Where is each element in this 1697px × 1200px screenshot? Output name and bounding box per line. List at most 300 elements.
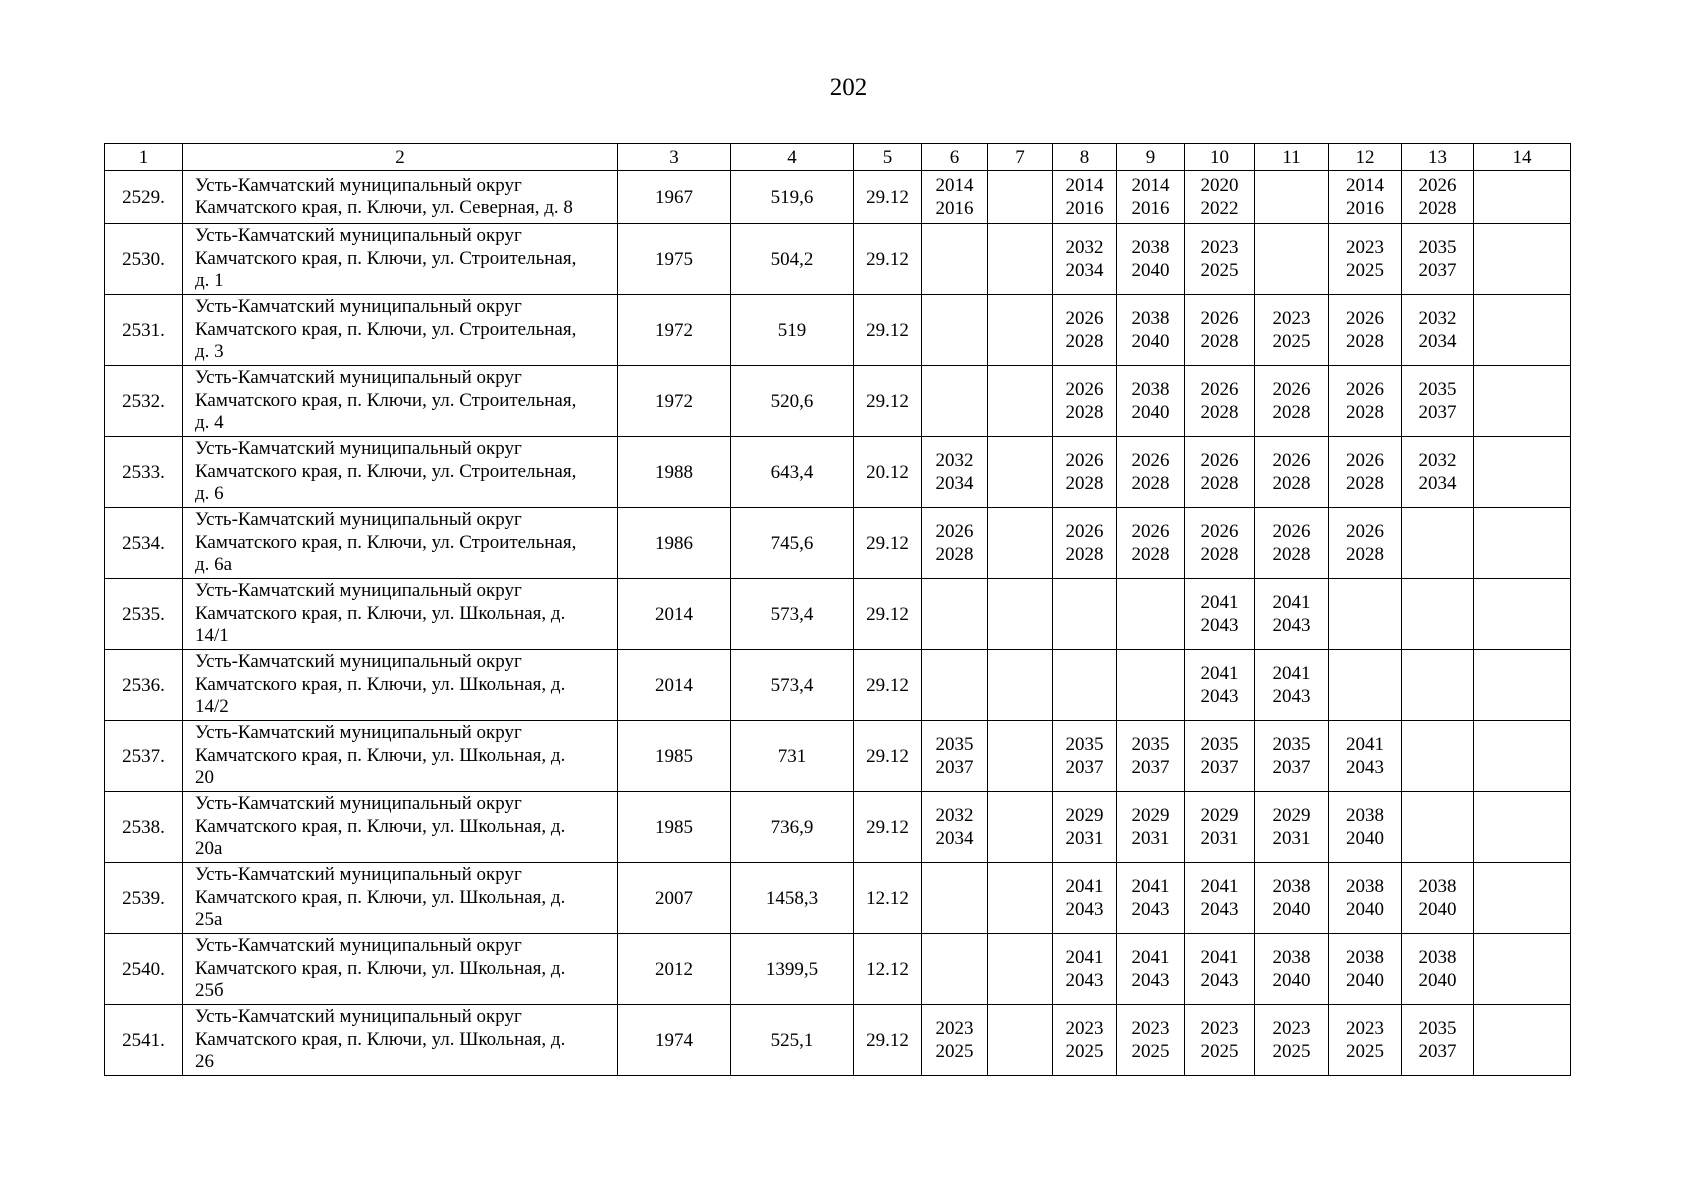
period-year: 2026 [1346, 308, 1384, 329]
period-year: 2025 [1346, 1041, 1384, 1062]
period-year: 2026 [1131, 450, 1170, 471]
column-header-10: 10 [1185, 144, 1255, 171]
period-cell-10 [1185, 1005, 1255, 1076]
period-cell-10 [1185, 579, 1255, 650]
period-cell-7 [988, 792, 1053, 863]
build-year-cell: 1975 [618, 224, 731, 295]
period-cell-12 [1329, 1005, 1402, 1076]
period-cell-9 [1117, 650, 1185, 721]
period-year: 2037 [1418, 1041, 1457, 1062]
period-cell-13 [1402, 579, 1474, 650]
period-year: 2026 [1346, 521, 1384, 542]
period-year: 2035 [1272, 734, 1311, 755]
period-year: 2037 [1131, 757, 1170, 778]
period-year: 2028 [1346, 331, 1384, 352]
column-14-cell [1474, 792, 1571, 863]
period-cell-7 [988, 1005, 1053, 1076]
address-line: Усть-Камчатский муниципальный округ [195, 864, 522, 886]
table-row [105, 579, 1571, 650]
period-cell-9 [1117, 792, 1185, 863]
period-cell-11 [1255, 171, 1329, 224]
period-cell-7 [988, 934, 1053, 1005]
period-cell-13 [1402, 224, 1474, 295]
period-cell-12 [1329, 508, 1402, 579]
period-cell-8 [1053, 171, 1117, 224]
period-year: 2043 [1131, 970, 1170, 991]
period-year: 2028 [1065, 331, 1104, 352]
housing-register-table [104, 143, 1571, 1076]
period-cell-8 [1053, 863, 1117, 934]
row-number-cell: 2535. [105, 579, 183, 650]
period-year: 2025 [1200, 260, 1239, 281]
column-header-9: 9 [1117, 144, 1185, 171]
period-year: 2041 [1065, 947, 1104, 968]
build-year-cell: 2012 [618, 934, 731, 1005]
period-year: 2043 [1131, 899, 1170, 920]
period-year: 2034 [1418, 473, 1457, 494]
period-year: 2043 [1346, 757, 1384, 778]
address-line: Камчатского края, п. Ключи, ул. Школьная, д. [195, 957, 566, 979]
period-year: 2043 [1272, 615, 1311, 636]
period-cell-12 [1329, 366, 1402, 437]
row-number-cell: 2530. [105, 224, 183, 295]
period-year: 2028 [1131, 544, 1170, 565]
wear-cell: 29.12 [854, 792, 922, 863]
period-year: 2034 [935, 828, 974, 849]
table-row [105, 934, 1571, 1005]
period-year: 2028 [1200, 473, 1239, 494]
address-line: Камчатского края, п. Ключи, ул. Строительная, [195, 460, 577, 482]
table-row [105, 224, 1571, 295]
period-cell-6 [922, 366, 988, 437]
column-14-cell [1474, 224, 1571, 295]
address-line: Усть-Камчатский муниципальный округ [195, 793, 522, 815]
column-header-13: 13 [1402, 144, 1474, 171]
period-year: 2040 [1346, 970, 1384, 991]
period-year: 2014 [935, 175, 974, 196]
build-year-cell: 1986 [618, 508, 731, 579]
period-cell-12 [1329, 171, 1402, 224]
address-line: Усть-Камчатский муниципальный округ [195, 580, 522, 602]
period-cell-13 [1402, 437, 1474, 508]
period-year: 2041 [1272, 663, 1311, 684]
period-year: 2035 [1200, 734, 1239, 755]
period-cell-6 [922, 224, 988, 295]
period-cell-10 [1185, 863, 1255, 934]
column-14-cell [1474, 1005, 1571, 1076]
area-cell: 519,6 [731, 171, 854, 224]
period-year: 2026 [1272, 521, 1311, 542]
row-number-cell: 2541. [105, 1005, 183, 1076]
row-number-cell: 2534. [105, 508, 183, 579]
column-14-cell [1474, 721, 1571, 792]
period-cell-13 [1402, 295, 1474, 366]
period-year: 2043 [1200, 615, 1239, 636]
period-year: 2041 [1272, 592, 1311, 613]
period-cell-10 [1185, 721, 1255, 792]
period-year: 2038 [1272, 947, 1311, 968]
period-year: 2038 [1131, 237, 1170, 258]
period-year: 2028 [935, 544, 974, 565]
table-row [105, 721, 1571, 792]
period-year: 2028 [1200, 544, 1239, 565]
period-cell-8 [1053, 934, 1117, 1005]
wear-cell: 29.12 [854, 508, 922, 579]
address-line: 20а [195, 838, 223, 860]
period-year: 2038 [1346, 947, 1384, 968]
period-year: 2031 [1065, 828, 1104, 849]
address-line: 25а [195, 909, 223, 931]
address-cell [183, 721, 618, 792]
period-year: 2026 [1200, 521, 1239, 542]
period-cell-11 [1255, 934, 1329, 1005]
wear-cell: 29.12 [854, 366, 922, 437]
period-cell-9 [1117, 437, 1185, 508]
address-line: 26 [195, 1051, 214, 1073]
address-cell [183, 437, 618, 508]
area-cell: 736,9 [731, 792, 854, 863]
area-cell: 520,6 [731, 366, 854, 437]
period-year: 2028 [1200, 402, 1239, 423]
address-cell [183, 792, 618, 863]
period-year: 2037 [935, 757, 974, 778]
period-year: 2014 [1131, 175, 1170, 196]
column-14-cell [1474, 366, 1571, 437]
period-year: 2023 [1272, 1018, 1311, 1039]
table-row [105, 437, 1571, 508]
period-cell-13 [1402, 721, 1474, 792]
column-header-6: 6 [922, 144, 988, 171]
address-line: Камчатского края, п. Ключи, ул. Школьная, д. [195, 1028, 566, 1050]
period-year: 2032 [1065, 237, 1104, 258]
address-cell [183, 1005, 618, 1076]
period-cell-7 [988, 295, 1053, 366]
period-cell-9 [1117, 224, 1185, 295]
period-year: 2026 [935, 521, 974, 542]
period-year: 2040 [1418, 899, 1457, 920]
period-cell-7 [988, 650, 1053, 721]
address-line: Камчатского края, п. Ключи, ул. Школьная, д. [195, 744, 566, 766]
period-year: 2026 [1065, 379, 1104, 400]
address-line: Камчатского края, п. Ключи, ул. Школьная, д. [195, 815, 566, 837]
column-header-2: 2 [183, 144, 618, 171]
period-year: 2034 [1418, 331, 1457, 352]
column-14-cell [1474, 508, 1571, 579]
table-row [105, 863, 1571, 934]
period-year: 2028 [1065, 402, 1104, 423]
period-year: 2029 [1131, 805, 1170, 826]
column-14-cell [1474, 934, 1571, 1005]
period-cell-9 [1117, 579, 1185, 650]
area-cell: 504,2 [731, 224, 854, 295]
period-year: 2023 [1272, 308, 1311, 329]
period-year: 2028 [1272, 402, 1311, 423]
period-cell-8 [1053, 579, 1117, 650]
period-year: 2028 [1065, 544, 1104, 565]
wear-cell: 29.12 [854, 171, 922, 224]
period-year: 2035 [1418, 237, 1457, 258]
period-year: 2025 [1131, 1041, 1170, 1062]
row-number-cell: 2533. [105, 437, 183, 508]
address-cell [183, 579, 618, 650]
address-cell [183, 934, 618, 1005]
address-line: Усть-Камчатский муниципальный округ [195, 509, 522, 531]
period-cell-11 [1255, 437, 1329, 508]
column-header-1: 1 [105, 144, 183, 171]
period-year: 2025 [1200, 1041, 1239, 1062]
period-cell-6 [922, 792, 988, 863]
period-year: 2028 [1272, 544, 1311, 565]
period-cell-13 [1402, 650, 1474, 721]
period-cell-11 [1255, 579, 1329, 650]
period-cell-6 [922, 721, 988, 792]
period-cell-8 [1053, 1005, 1117, 1076]
period-year: 2031 [1200, 828, 1239, 849]
column-header-14: 14 [1474, 144, 1571, 171]
period-cell-7 [988, 366, 1053, 437]
period-year: 2041 [1131, 947, 1170, 968]
period-year: 2034 [1065, 260, 1104, 281]
column-14-cell [1474, 863, 1571, 934]
address-line: Камчатского края, п. Ключи, ул. Строительная, [195, 247, 577, 269]
area-cell: 525,1 [731, 1005, 854, 1076]
period-cell-6 [922, 650, 988, 721]
column-header-3: 3 [618, 144, 731, 171]
period-cell-9 [1117, 295, 1185, 366]
period-cell-12 [1329, 437, 1402, 508]
period-year: 2026 [1346, 450, 1384, 471]
column-14-cell [1474, 437, 1571, 508]
period-cell-11 [1255, 1005, 1329, 1076]
period-cell-9 [1117, 171, 1185, 224]
wear-cell: 29.12 [854, 224, 922, 295]
period-year: 2028 [1200, 331, 1239, 352]
period-cell-12 [1329, 721, 1402, 792]
area-cell: 573,4 [731, 650, 854, 721]
period-cell-6 [922, 863, 988, 934]
address-cell [183, 508, 618, 579]
period-year: 2016 [1131, 198, 1170, 219]
address-line: Усть-Камчатский муниципальный округ [195, 174, 522, 196]
period-year: 2028 [1346, 473, 1384, 494]
period-cell-6 [922, 508, 988, 579]
address-line: Усть-Камчатский муниципальный округ [195, 722, 522, 744]
period-cell-13 [1402, 1005, 1474, 1076]
period-year: 2026 [1065, 521, 1104, 542]
address-line: Камчатского края, п. Ключи, ул. Строительная, [195, 531, 577, 553]
period-year: 2026 [1346, 379, 1384, 400]
table-row [105, 1005, 1571, 1076]
period-year: 2031 [1131, 828, 1170, 849]
period-year: 2037 [1200, 757, 1239, 778]
period-year: 2026 [1200, 379, 1239, 400]
period-year: 2023 [1131, 1018, 1170, 1039]
period-year: 2043 [1272, 686, 1311, 707]
period-year: 2038 [1131, 379, 1170, 400]
period-year: 2020 [1200, 175, 1239, 196]
period-year: 2025 [1346, 260, 1384, 281]
period-year: 2028 [1418, 198, 1457, 219]
table-row [105, 508, 1571, 579]
wear-cell: 29.12 [854, 650, 922, 721]
period-year: 2040 [1272, 970, 1311, 991]
period-cell-7 [988, 721, 1053, 792]
address-cell [183, 366, 618, 437]
build-year-cell: 2014 [618, 650, 731, 721]
wear-cell: 29.12 [854, 721, 922, 792]
address-line: д. 1 [195, 270, 224, 292]
period-cell-11 [1255, 224, 1329, 295]
address-line: 14/1 [195, 625, 229, 647]
period-year: 2023 [1065, 1018, 1104, 1039]
column-header-12: 12 [1329, 144, 1402, 171]
address-cell [183, 650, 618, 721]
address-line: Усть-Камчатский муниципальный округ [195, 935, 522, 957]
period-cell-12 [1329, 650, 1402, 721]
table-body [105, 171, 1571, 1076]
period-year: 2038 [1131, 308, 1170, 329]
period-cell-13 [1402, 366, 1474, 437]
period-year: 2032 [935, 450, 974, 471]
period-cell-8 [1053, 508, 1117, 579]
column-header-7: 7 [988, 144, 1053, 171]
address-line: Камчатского края, п. Ключи, ул. Северная, д. 8 [195, 197, 573, 218]
period-cell-6 [922, 437, 988, 508]
period-cell-10 [1185, 171, 1255, 224]
address-line: 20 [195, 767, 214, 789]
address-line: д. 3 [195, 341, 224, 363]
build-year-cell: 2014 [618, 579, 731, 650]
address-line: Усть-Камчатский муниципальный округ [195, 651, 522, 673]
period-year: 2038 [1418, 876, 1457, 897]
period-cell-12 [1329, 295, 1402, 366]
period-cell-9 [1117, 1005, 1185, 1076]
period-year: 2016 [935, 198, 974, 219]
period-cell-7 [988, 863, 1053, 934]
period-cell-9 [1117, 863, 1185, 934]
period-year: 2041 [1200, 592, 1239, 613]
period-year: 2022 [1200, 198, 1239, 219]
period-cell-8 [1053, 792, 1117, 863]
address-line: Усть-Камчатский муниципальный округ [195, 296, 522, 318]
address-line: Камчатского края, п. Ключи, ул. Строительная, [195, 318, 577, 340]
period-cell-7 [988, 579, 1053, 650]
period-cell-13 [1402, 508, 1474, 579]
period-year: 2037 [1418, 402, 1457, 423]
period-cell-11 [1255, 650, 1329, 721]
period-year: 2026 [1272, 379, 1311, 400]
period-cell-6 [922, 171, 988, 224]
period-year: 2035 [1418, 379, 1457, 400]
wear-cell: 29.12 [854, 1005, 922, 1076]
period-year: 2026 [1131, 521, 1170, 542]
column-14-cell [1474, 579, 1571, 650]
address-line: Усть-Камчатский муниципальный округ [195, 367, 522, 389]
period-year: 2040 [1131, 260, 1170, 281]
period-cell-7 [988, 437, 1053, 508]
address-line: Камчатского края, п. Ключи, ул. Школьная, д. [195, 886, 566, 908]
period-year: 2031 [1272, 828, 1311, 849]
period-cell-8 [1053, 366, 1117, 437]
period-year: 2023 [1200, 1018, 1239, 1039]
period-year: 2025 [1272, 1041, 1311, 1062]
address-line: Усть-Камчатский муниципальный округ [195, 438, 522, 460]
period-cell-11 [1255, 366, 1329, 437]
wear-cell: 20.12 [854, 437, 922, 508]
period-cell-9 [1117, 934, 1185, 1005]
column-14-cell [1474, 650, 1571, 721]
area-cell: 1458,3 [731, 863, 854, 934]
period-year: 2026 [1272, 450, 1311, 471]
period-cell-10 [1185, 224, 1255, 295]
period-cell-9 [1117, 508, 1185, 579]
address-line: 25б [195, 980, 224, 1002]
build-year-cell: 1988 [618, 437, 731, 508]
period-cell-13 [1402, 171, 1474, 224]
period-year: 2023 [935, 1018, 974, 1039]
period-cell-12 [1329, 224, 1402, 295]
period-year: 2026 [1418, 175, 1457, 196]
column-number-header-row [105, 144, 1571, 171]
period-year: 2043 [1200, 970, 1239, 991]
period-year: 2032 [1418, 308, 1457, 329]
period-cell-11 [1255, 295, 1329, 366]
address-line: д. 6а [195, 554, 233, 576]
period-year: 2038 [1346, 805, 1384, 826]
period-cell-10 [1185, 650, 1255, 721]
period-year: 2043 [1065, 970, 1104, 991]
period-cell-12 [1329, 934, 1402, 1005]
period-cell-12 [1329, 579, 1402, 650]
row-number-cell: 2538. [105, 792, 183, 863]
period-year: 2023 [1346, 237, 1384, 258]
period-year: 2026 [1200, 308, 1239, 329]
period-year: 2032 [1418, 450, 1457, 471]
period-cell-9 [1117, 721, 1185, 792]
period-cell-8 [1053, 721, 1117, 792]
address-line: 14/2 [195, 696, 229, 718]
period-year: 2028 [1131, 473, 1170, 494]
area-cell: 573,4 [731, 579, 854, 650]
period-cell-7 [988, 171, 1053, 224]
address-line: Усть-Камчатский муниципальный округ [195, 225, 522, 247]
period-year: 2037 [1272, 757, 1311, 778]
period-year: 2016 [1065, 198, 1104, 219]
row-number-cell: 2539. [105, 863, 183, 934]
period-year: 2040 [1346, 828, 1384, 849]
row-number-cell: 2532. [105, 366, 183, 437]
period-year: 2035 [1418, 1018, 1457, 1039]
period-cell-13 [1402, 792, 1474, 863]
period-year: 2041 [1131, 876, 1170, 897]
period-year: 2038 [1346, 876, 1384, 897]
period-cell-6 [922, 295, 988, 366]
period-cell-10 [1185, 508, 1255, 579]
address-cell [183, 295, 618, 366]
build-year-cell: 1974 [618, 1005, 731, 1076]
period-cell-12 [1329, 792, 1402, 863]
address-line: д. 4 [195, 412, 224, 434]
area-cell: 745,6 [731, 508, 854, 579]
build-year-cell: 1972 [618, 295, 731, 366]
period-cell-7 [988, 508, 1053, 579]
period-year: 2035 [1131, 734, 1170, 755]
period-cell-11 [1255, 792, 1329, 863]
period-year: 2028 [1346, 402, 1384, 423]
column-header-8: 8 [1053, 144, 1117, 171]
address-cell [183, 171, 618, 224]
period-year: 2028 [1346, 544, 1384, 565]
